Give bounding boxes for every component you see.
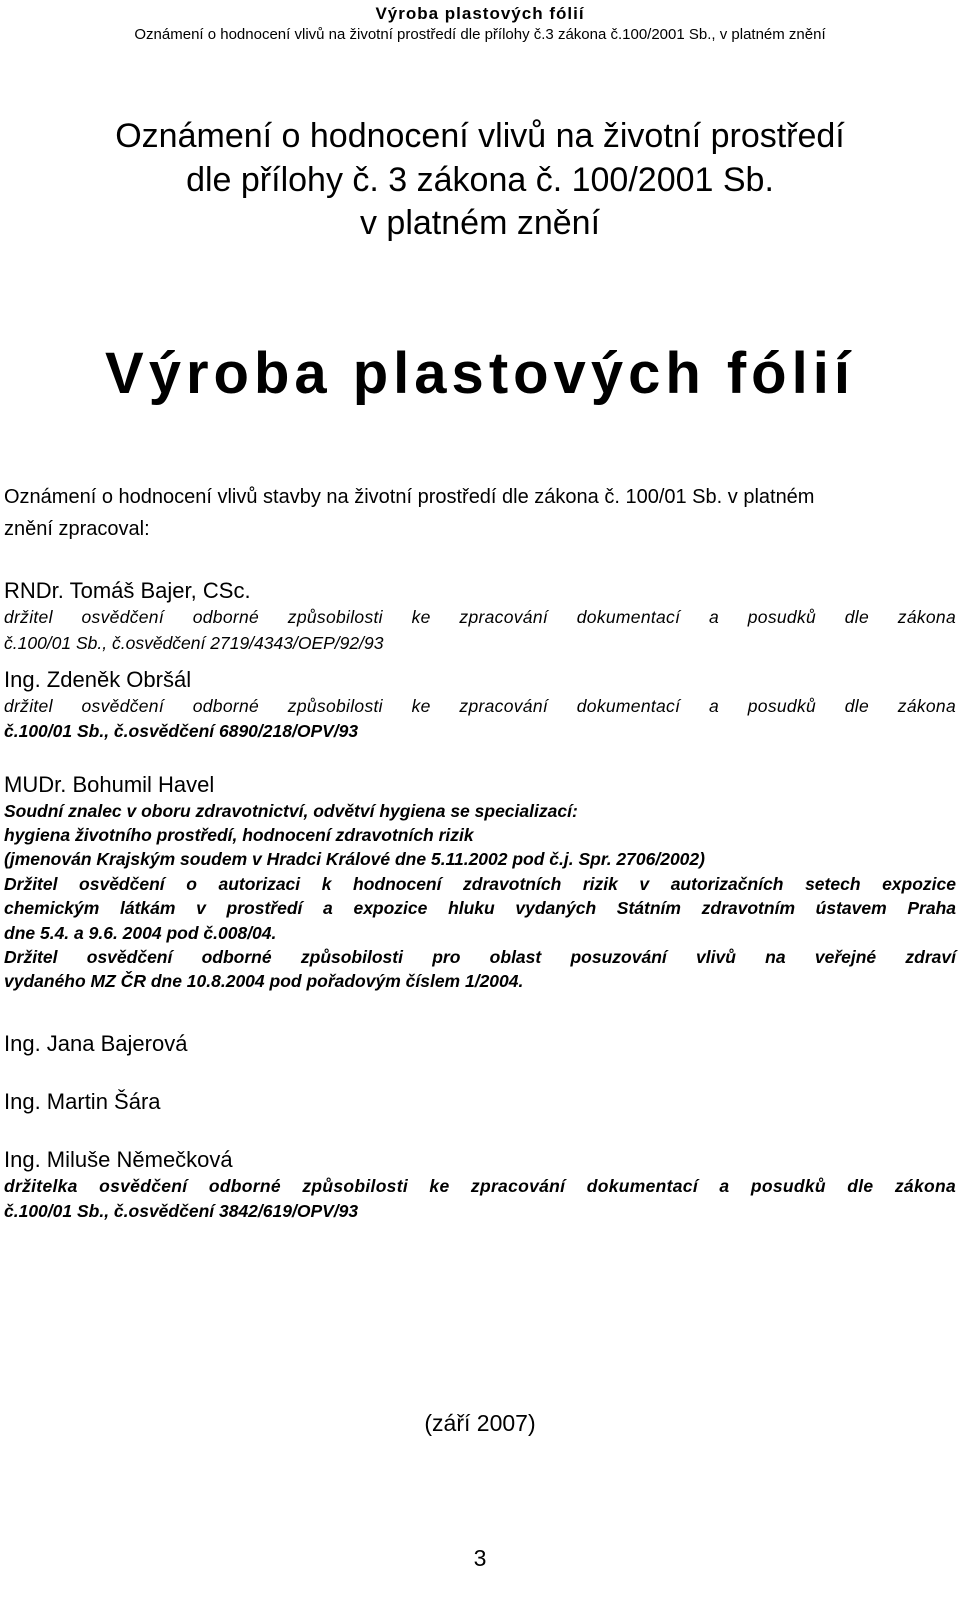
author-detail-line: chemickým látkám v prostředí a expozice hluku vydaných Státním zdravotním ústavem Praha	[4, 898, 956, 918]
author-name: Ing. Jana Bajerová	[4, 1031, 188, 1056]
author-detail-line: Soudní znalec v oboru zdravotnictví, odvětví hygiena se specializací:	[4, 801, 578, 821]
main-title-line1: Oznámení o hodnocení vlivů na životní prostředí	[115, 117, 845, 155]
author-detail-line: hygiena životního prostředí, hodnocení zdravotních rizik	[4, 825, 474, 845]
running-header-title: Výroba plastových fólií	[375, 4, 585, 23]
author-certificate-line: držitel osvědčení odborné způsobilosti ke zpracování dokumentací a posudků dle zákona	[4, 696, 956, 716]
author-detail-line: dne 5.4. a 9.6. 2004 pod č.008/04.	[4, 923, 277, 943]
running-header-subtitle: Oznámení o hodnocení vlivů na životní prostředí dle přílohy č.3 zákona č.100/2001 Sb., v platném znění	[134, 26, 826, 43]
author-certificate-line: držitel osvědčení odborné způsobilosti ke zpracování dokumentací a posudků dle zákona	[4, 607, 956, 627]
author-certificate-line: č.100/01 Sb., č.osvědčení 2719/4343/OEP/92/93	[4, 633, 384, 653]
author-detail-line: vydaného MZ ČR dne 10.8.2004 pod pořadovým číslem 1/2004.	[4, 971, 524, 991]
author-detail-line: Držitel osvědčení odborné způsobilosti pro oblast posuzování vlivů na veřejné zdraví	[4, 947, 956, 967]
author-detail-line: (jmenován Krajským soudem v Hradci Králové dne 5.11.2002 pod č.j. Spr. 2706/2002)	[4, 849, 705, 869]
main-title-line2: dle přílohy č. 3 zákona č. 100/2001 Sb.	[186, 161, 774, 199]
intro-line2: znění zpracoval:	[4, 518, 150, 540]
author-name: Ing. Martin Šára	[4, 1089, 161, 1114]
author-name: Ing. Zdeněk Obršál	[4, 667, 192, 692]
author-name: MUDr. Bohumil Havel	[4, 772, 215, 797]
main-title-line3: v platném znění	[359, 204, 601, 242]
author-certificate-line: držitelka osvědčení odborné způsobilosti ke zpracování dokumentací a posudků dle zákona	[4, 1176, 956, 1196]
document-date: (září 2007)	[424, 1410, 536, 1436]
intro-line1: Oznámení o hodnocení vlivů stavby na životní prostředí dle zákona č. 100/01 Sb. v platném	[4, 486, 815, 508]
author-detail-line: Držitel osvědčení o autorizaci k hodnocení zdravotních rizik v autorizačních setech expozice	[4, 874, 956, 894]
author-certificate-line: č.100/01 Sb., č.osvědčení 3842/619/OPV/93	[4, 1201, 359, 1221]
author-name: RNDr. Tomáš Bajer, CSc.	[4, 578, 251, 603]
project-name: Výroba plastových fólií	[105, 341, 855, 406]
author-certificate-line: č.100/01 Sb., č.osvědčení 6890/218/OPV/93	[4, 721, 359, 741]
author-name: Ing. Miluše Němečková	[4, 1147, 233, 1172]
page-number: 3	[473, 1545, 487, 1571]
